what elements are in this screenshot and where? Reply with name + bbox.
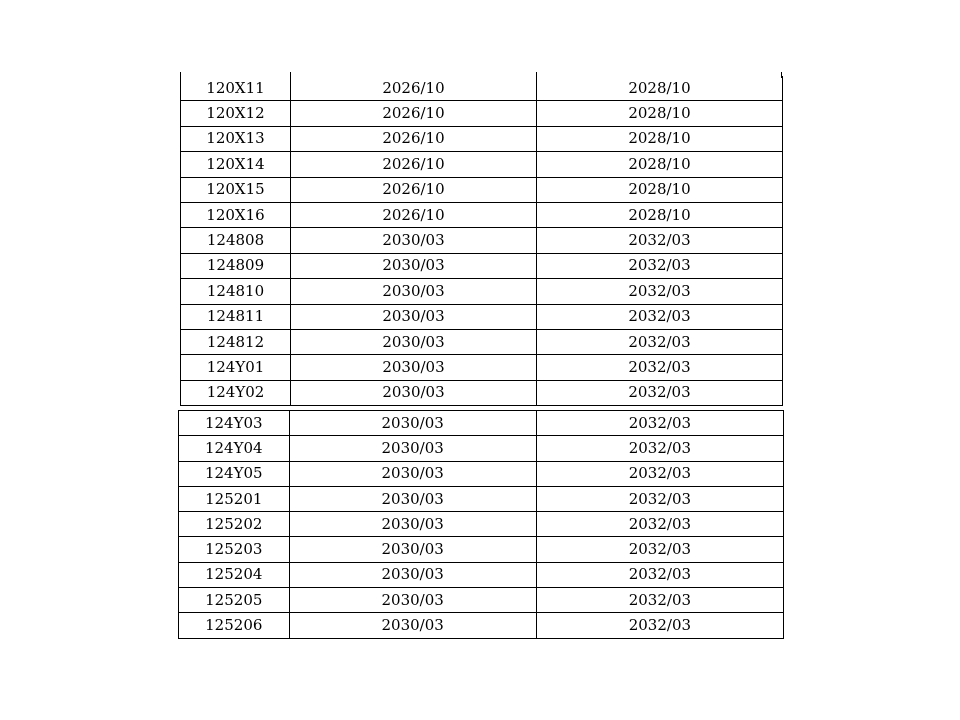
end-date-cell: 2032/03	[537, 329, 783, 354]
table-row	[179, 562, 784, 587]
lot-date-table-top	[180, 76, 783, 406]
start-date-cell: 2030/03	[291, 228, 537, 253]
table-row	[181, 355, 783, 380]
lot-code-cell: 125204	[179, 562, 290, 587]
lot-code-cell: 124Y02	[181, 380, 291, 405]
end-date-cell: 2028/10	[537, 101, 783, 126]
start-date-cell: 2026/10	[291, 202, 537, 227]
end-date-cell: 2032/03	[536, 613, 783, 638]
lot-code-cell: 124Y01	[181, 355, 291, 380]
lot-code-cell: 124Y04	[179, 436, 290, 461]
end-date-cell: 2028/10	[537, 76, 783, 101]
end-date-cell: 2032/03	[537, 304, 783, 329]
lot-code-cell: 125201	[179, 486, 290, 511]
lot-code-cell: 120X15	[181, 177, 291, 202]
table-row	[181, 126, 783, 151]
start-date-cell: 2030/03	[289, 613, 536, 638]
end-date-cell: 2032/03	[536, 411, 783, 436]
end-date-cell: 2032/03	[536, 436, 783, 461]
start-date-cell: 2026/10	[291, 76, 537, 101]
table-row	[179, 436, 784, 461]
table-row	[181, 228, 783, 253]
end-date-cell: 2032/03	[537, 253, 783, 278]
start-date-cell: 2030/03	[289, 486, 536, 511]
table-row	[179, 537, 784, 562]
lot-code-cell: 120X12	[181, 101, 291, 126]
table-row	[181, 380, 783, 405]
lot-code-cell: 125205	[179, 588, 290, 613]
lot-code-cell: 124808	[181, 228, 291, 253]
start-date-cell: 2030/03	[289, 537, 536, 562]
start-date-cell: 2030/03	[291, 380, 537, 405]
start-date-cell: 2030/03	[291, 329, 537, 354]
table-row	[179, 512, 784, 537]
end-date-cell: 2032/03	[536, 588, 783, 613]
start-date-cell: 2030/03	[289, 562, 536, 587]
lot-code-cell: 125202	[179, 512, 290, 537]
lot-code-cell: 124Y05	[179, 461, 290, 486]
table-row	[181, 202, 783, 227]
lot-date-table-bottom	[178, 410, 784, 639]
start-date-cell: 2026/10	[291, 101, 537, 126]
end-date-cell: 2032/03	[537, 355, 783, 380]
end-date-cell: 2032/03	[536, 512, 783, 537]
table-row	[179, 461, 784, 486]
lot-code-cell: 120X16	[181, 202, 291, 227]
end-date-cell: 2032/03	[536, 562, 783, 587]
table-row	[181, 177, 783, 202]
lot-code-cell: 124Y03	[179, 411, 290, 436]
lot-code-cell: 120X14	[181, 152, 291, 177]
lot-code-cell: 124809	[181, 253, 291, 278]
start-date-cell: 2030/03	[291, 355, 537, 380]
end-date-cell: 2028/10	[537, 126, 783, 151]
lot-code-cell: 124812	[181, 329, 291, 354]
start-date-cell: 2030/03	[289, 461, 536, 486]
end-date-cell: 2028/10	[537, 152, 783, 177]
end-date-cell: 2032/03	[536, 461, 783, 486]
table-row	[181, 304, 783, 329]
end-date-cell: 2028/10	[537, 177, 783, 202]
lot-code-cell: 124811	[181, 304, 291, 329]
table-row	[181, 279, 783, 304]
table-row	[179, 486, 784, 511]
start-date-cell: 2026/10	[291, 177, 537, 202]
lot-code-cell: 120X11	[181, 76, 291, 101]
end-date-cell: 2032/03	[537, 279, 783, 304]
table-row	[179, 588, 784, 613]
lot-code-cell: 120X13	[181, 126, 291, 151]
lot-code-cell: 124810	[181, 279, 291, 304]
start-date-cell: 2026/10	[291, 152, 537, 177]
start-date-cell: 2030/03	[289, 411, 536, 436]
table-row	[179, 613, 784, 638]
table-row	[181, 76, 783, 101]
end-date-cell: 2032/03	[536, 537, 783, 562]
end-date-cell: 2032/03	[536, 486, 783, 511]
start-date-cell: 2030/03	[289, 436, 536, 461]
table-row	[181, 152, 783, 177]
start-date-cell: 2030/03	[289, 588, 536, 613]
start-date-cell: 2026/10	[291, 126, 537, 151]
end-date-cell: 2028/10	[537, 202, 783, 227]
start-date-cell: 2030/03	[289, 512, 536, 537]
start-date-cell: 2030/03	[291, 304, 537, 329]
start-date-cell: 2030/03	[291, 279, 537, 304]
table-row	[179, 411, 784, 436]
lot-code-cell: 125206	[179, 613, 290, 638]
lot-code-cell: 125203	[179, 537, 290, 562]
end-date-cell: 2032/03	[537, 380, 783, 405]
start-date-cell: 2030/03	[291, 253, 537, 278]
table-row	[181, 101, 783, 126]
table-row	[181, 253, 783, 278]
end-date-cell: 2032/03	[537, 228, 783, 253]
table-row	[181, 329, 783, 354]
